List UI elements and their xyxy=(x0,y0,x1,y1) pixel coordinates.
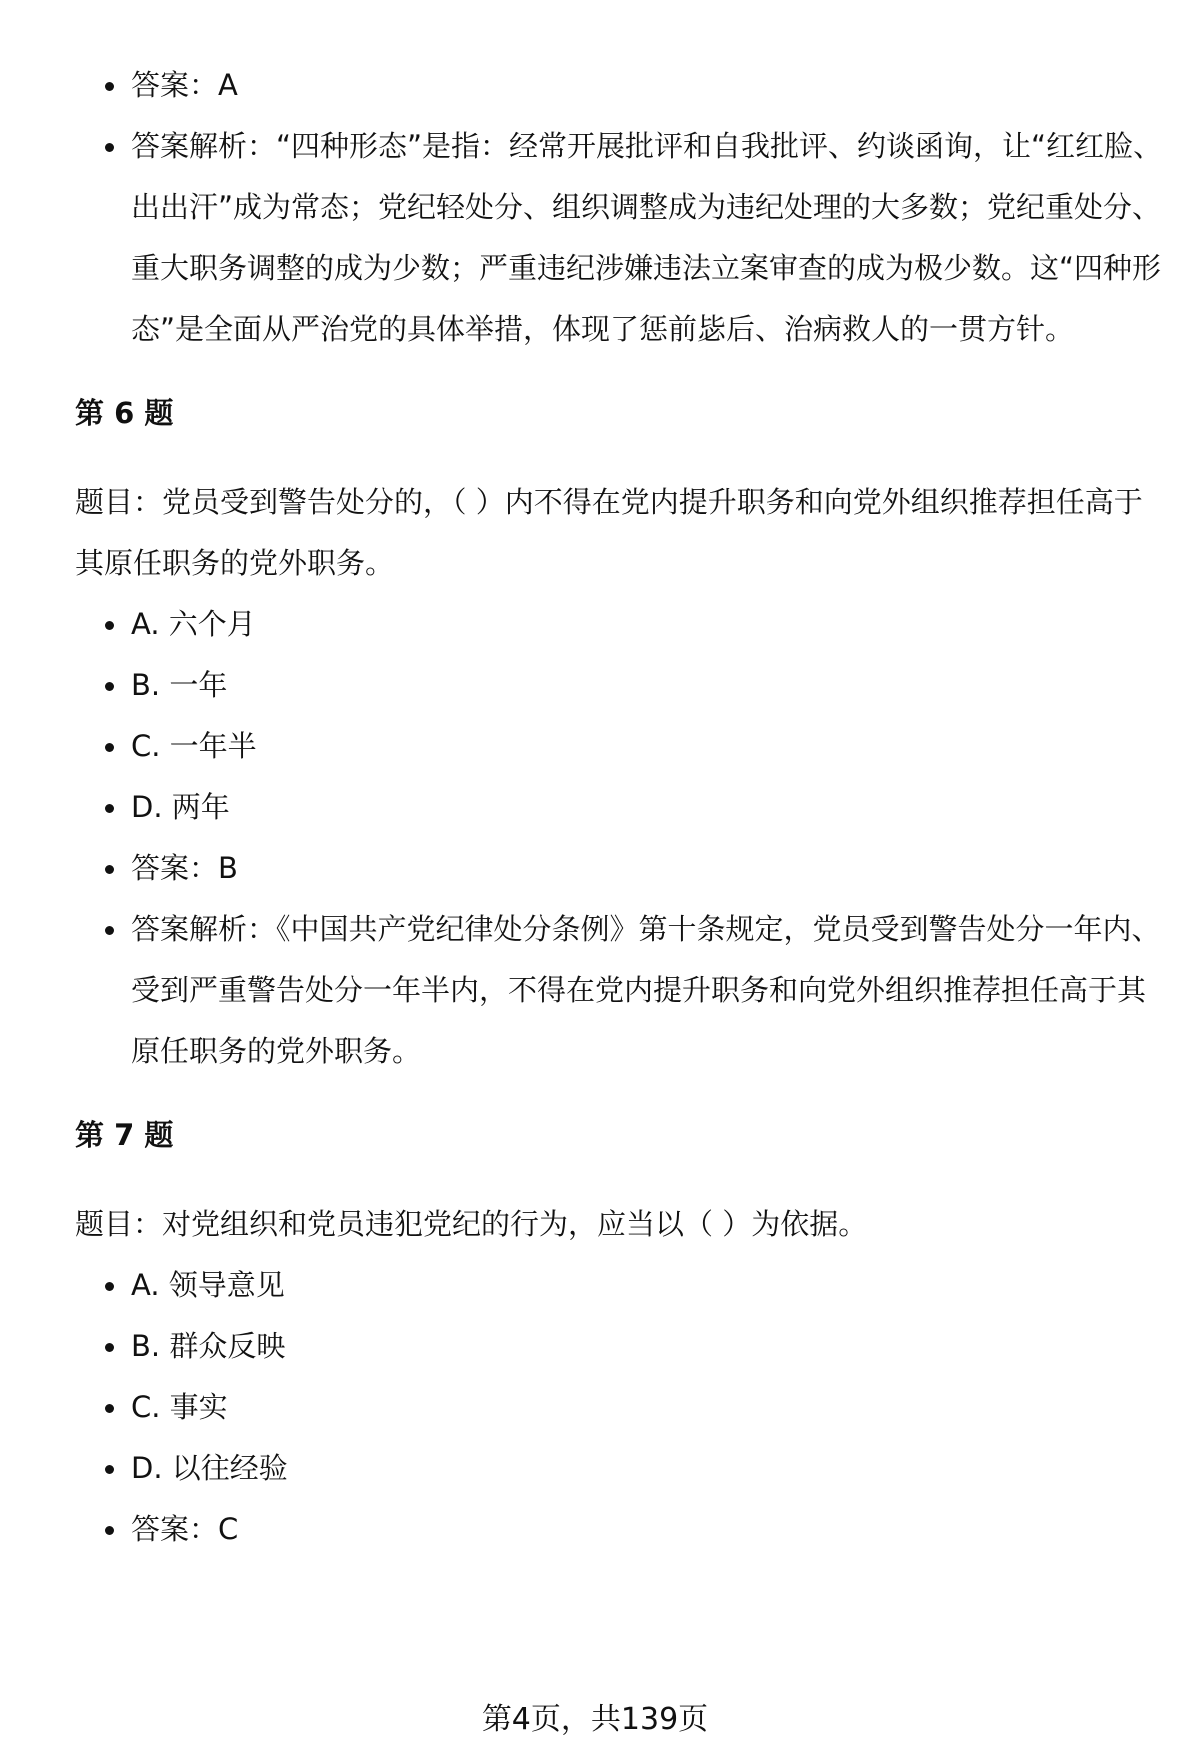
q7-option-d: D. 以往经验 xyxy=(75,1438,1170,1499)
q6-option-c: C. 一年半 xyxy=(75,716,1170,777)
q7-answer: 答案：C xyxy=(75,1499,1170,1560)
q7-option-b: B. 群众反映 xyxy=(75,1316,1170,1377)
q7-heading: 第 7 题 xyxy=(75,1118,174,1152)
q7-question: 题目：对党组织和党员违犯党纪的行为，应当以（ ）为依据。 xyxy=(75,1207,868,1241)
q6-option-d: D. 两年 xyxy=(75,777,1170,838)
document-page xyxy=(75,55,1170,1560)
q6-heading: 第 6 题 xyxy=(75,396,174,430)
q7-option-list xyxy=(75,1255,1170,1560)
q5-explanation: 答案解析：“四种形态”是指：经常开展批评和自我批评、约谈函询，让“红红脸、出出汗”成为常态；党纪轻处分、组织调整成为违纪处理的大多数；党纪重处分、重大职务调整的成为少数；严重违纪涉嫌违法立案审查的成为极少数。这“四种形态”是全面从严治党的具体举措，体现了惩前毖后、治病救人的一贯方针。 xyxy=(75,116,1170,360)
q5-answer-list xyxy=(75,55,1170,360)
page-number: 第4页，共139页 xyxy=(481,1702,709,1737)
q6-answer: 答案：B xyxy=(75,838,1170,899)
q6-question: 题目：党员受到警告处分的，（ ）内不得在党内提升职务和向党外组织推荐担任高于其原任职务的党外职务。 xyxy=(75,485,1143,580)
q6-option-list xyxy=(75,594,1170,1082)
q7-option-c: C. 事实 xyxy=(75,1377,1170,1438)
q6-option-b: B. 一年 xyxy=(75,655,1170,716)
q5-answer: 答案：A xyxy=(75,55,1170,116)
q6-explanation: 答案解析：《中国共产党纪律处分条例》第十条规定，党员受到警告处分一年内、受到严重警告处分一年半内，不得在党内提升职务和向党外组织推荐担任高于其原任职务的党外职务。 xyxy=(75,899,1170,1082)
q7-option-a: A. 领导意见 xyxy=(75,1255,1170,1316)
q6-option-a: A. 六个月 xyxy=(75,594,1170,655)
